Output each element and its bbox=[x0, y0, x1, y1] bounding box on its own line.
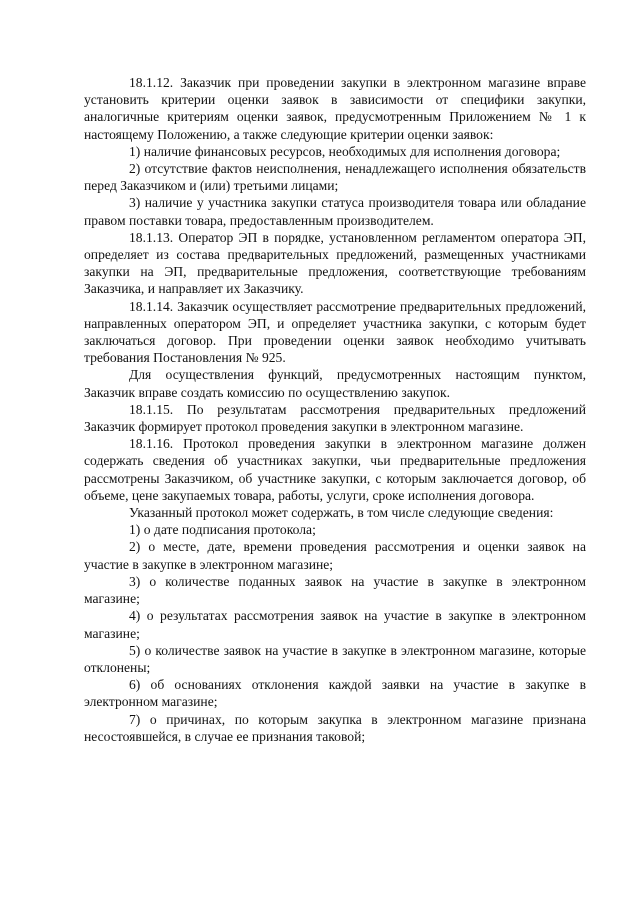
criterion-3: 3) наличие у участника закупки статуса производителя товара или обладание правом поставки товара, предоставленным производителем. bbox=[84, 195, 586, 228]
criterion-1: 1) наличие финансовых ресурсов, необходимых для исполнения договора; bbox=[129, 143, 561, 159]
criterion-2: 2) отсутствие фактов неисполнения, ненадлежащего исполнения обязательств перед Заказчиком и (или) третьими лицами; bbox=[84, 161, 586, 194]
protocol-item-4: 4) о результатах рассмотрения заявок на участие в закупке в электронном магазине; bbox=[84, 608, 586, 641]
document-body bbox=[84, 74, 586, 745]
protocol-item-1: 1) о дате подписания протокола; bbox=[129, 522, 316, 538]
paragraph-18-1-15: 18.1.15. По результатам рассмотрения предварительных предложений Заказчик формирует протокол проведения закупки в электронном магазине. bbox=[84, 401, 586, 435]
paragraph-18-1-13: 18.1.13. Оператор ЭП в порядке, установленном регламентом оператора ЭП, определяет из состава предварительных предложений, размещенных участниками закупки на ЭП, предварительные предложения, соответствующие требованиям Заказчика, и направляет их Заказчику. bbox=[84, 229, 586, 297]
protocol-intro: Указанный протокол может содержать, в том числе следующие сведения: bbox=[129, 505, 554, 521]
paragraph-18-1-16: 18.1.16. Протокол проведения закупки в электронном магазине должен содержать сведения об участниках закупки, чьи предварительные предложения рассмотрены Заказчиком, об участнике закупки, с которым заключается договор, об объеме, цене закупаемых товара, работы, услуги, сроке исполнения договора. bbox=[84, 436, 586, 503]
protocol-item-2: 2) о месте, дате, времени проведения рассмотрения и оценки заявок на участие в закупке в электронном магазине; bbox=[84, 539, 586, 572]
paragraph-18-1-14: 18.1.14. Заказчик осуществляет рассмотрение предварительных предложений, направленных оператором ЭП, и определяет участника закупки, с которым будет заключаться договор. При проведении оценки заявок необходимо учитывать требования Постановления № 925. bbox=[84, 298, 586, 366]
protocol-item-5: 5) о количестве заявок на участие в закупке в электронном магазине, которые отклонены; bbox=[84, 642, 586, 675]
paragraph-18-1-12: 18.1.12. Заказчик при проведении закупки в электронном магазине вправе установить критерии оценки заявок в зависимости от специфики закупки, аналогичные критериям оценки заявок, предусмотренным Приложением № 1 к настоящему Положению, а также следующие критерии оценки заявок: bbox=[84, 75, 586, 142]
protocol-item-3: 3) о количестве поданных заявок на участие в закупке в электронном магазине; bbox=[84, 573, 586, 607]
protocol-item-6: 6) об основаниях отклонения каждой заявки на участие в закупке в электронном магазине; bbox=[84, 677, 586, 710]
protocol-item-7: 7) о причинах, по которым закупка в электронном магазине признана несостоявшейся, в случае ее признания таковой; bbox=[84, 711, 586, 744]
paragraph-commission: Для осуществления функций, предусмотренных настоящим пунктом, Заказчик вправе создать комиссию по осуществлению закупок. bbox=[84, 367, 586, 400]
